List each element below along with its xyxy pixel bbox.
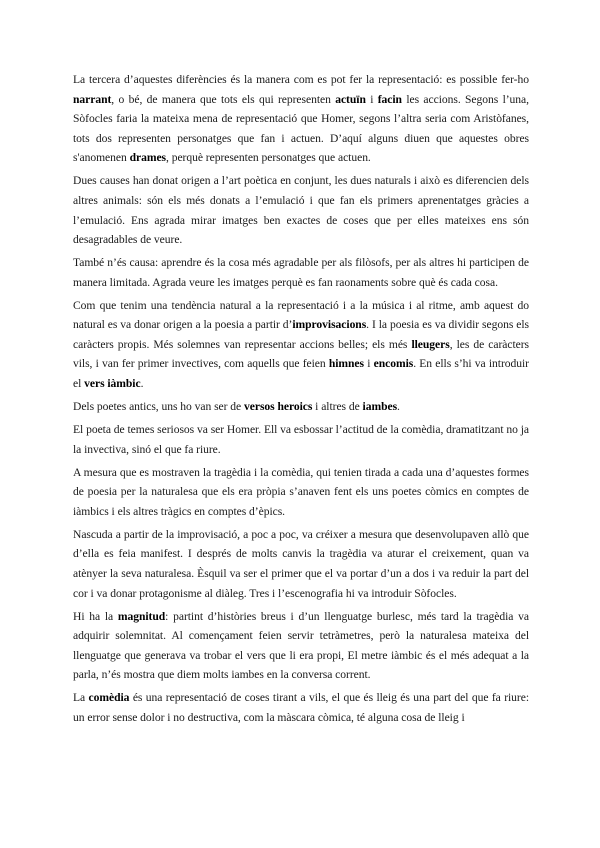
- text-run: .: [397, 400, 400, 414]
- text-run: . I la poesia es va dividir segons els caràcters propis. Més solemnes van representar accions belles; els més: [73, 318, 529, 351]
- bold-term: facin: [377, 92, 402, 106]
- text-run: Dels poetes antics, uns ho van ser de: [73, 400, 244, 414]
- bold-term: lleugers: [411, 337, 450, 351]
- text-run: Hi ha la: [73, 609, 118, 623]
- text-run: Dues causes han donat origen a l’art poètica en conjunt, les dues naturals i això es diferencien dels altres animals: són els més donats a l’emulació i que fan els primers aprenentatges gràcies a l’emulació. Ens agrada mirar imatges ben exactes de coses que per elles mateixes ens són desagradables de veure.: [73, 174, 529, 247]
- text-run: . En ells s’hi va introduir el: [73, 357, 529, 391]
- bold-term: improvisacions: [292, 318, 367, 332]
- text-run: A mesura que es mostraven la tragèdia i la comèdia, qui tenien tirada a cada una d’aquestes formes de poesia per la naturalesa que els era pròpia s’anaven fent els uns poetes còmics en comptes de iàmbics i els altres tràgics en comptes d’èpics.: [73, 465, 529, 518]
- paragraph-6: [73, 420, 529, 459]
- paragraph-1: [73, 70, 529, 168]
- text-run: és una representació de coses tirant a vils, el que és lleig és una part del que fa riure: un error sense dolor i no destructiva, com la màscara còmica, té alguna cosa de lleig i: [73, 691, 529, 724]
- text-run: : partint d’històries breus i d’un llenguatge burlesc, més tard la tragèdia va adquirir solemnitat. Al començament feien servir tetràmetres, però la naturalesa mateixa del llenguatge que generava va trobar el vers que li era propi, El metre iàmbic és el més adequat a la parla, n’és mostra que diem molts iambes en la conversa corrent.: [73, 609, 529, 682]
- text-run: i: [365, 92, 378, 106]
- bold-term: himnes: [328, 357, 364, 371]
- document-page: [73, 70, 529, 731]
- text-run: La tercera d’aquestes diferències és la manera com es pot fer la representació: es possible fer-ho: [73, 73, 529, 86]
- paragraph-7: [73, 463, 529, 522]
- bold-term: comèdia: [88, 691, 130, 705]
- paragraph-5: [73, 397, 529, 417]
- paragraph-4: [73, 296, 529, 394]
- bold-term: versos heroics: [244, 400, 313, 414]
- paragraph-2: [73, 171, 529, 249]
- text-run: les accions. Segons l’una, Sòfocles faria la mateixa mena de representació que Homer, segons l’altra seria com Aristòfanes, tots dos representen personatges que fan i actuen. D’aquí alguns diuen que aquestes obres s'anomenen: [73, 92, 529, 165]
- text-run: Nascuda a partir de la improvisació, a poc a poc, va créixer a mesura que desenvolupaven allò que d’ella es feia manifest. I després de molts canvis la tragèdia va aturar el creixement, quan va atènyer la seva naturalesa. Èsquil va ser el primer que el va portar d’un a dos i va reduir la part del cor i va donar protagonisme al diàleg. Tres i l’escenografia hi va introduir Sòfocles.: [73, 527, 529, 600]
- paragraph-8: [73, 525, 529, 603]
- paragraph-10: [73, 688, 529, 727]
- paragraph-3: [73, 253, 529, 292]
- bold-term: magnitud: [117, 609, 166, 623]
- text-run: El poeta de temes seriosos va ser Homer. Ell va esbossar l’actitud de la comèdia, dramatitzant no ja la invectiva, sinó el que fa riure.: [73, 423, 529, 456]
- text-run: .: [140, 377, 144, 391]
- text-run: , les de caràcters vils, i van fer primer invectives, com aquells que feien: [73, 337, 530, 371]
- bold-term: narrant: [73, 92, 112, 106]
- text-run: , o bé, de manera que tots els qui representen: [111, 92, 336, 106]
- text-run: La: [73, 691, 89, 705]
- text-run: i: [364, 357, 374, 371]
- bold-term: vers iàmbic: [84, 377, 141, 391]
- bold-term: encomis: [373, 357, 414, 371]
- bold-term: drames: [129, 151, 166, 165]
- bold-term: actuïn: [335, 92, 366, 106]
- bold-term: iambes: [362, 400, 398, 414]
- text-run: i altres de: [312, 400, 363, 414]
- text-run: , perquè representen personatges que actuen.: [166, 151, 371, 165]
- text-run: També n’és causa: aprendre és la cosa més agradable per als filòsofs, per als altres hi participen de manera limitada. Agrada veure les imatges perquè es fan raonaments sobre què és cada cosa.: [73, 256, 529, 289]
- text-run: Com que tenim una tendència natural a la representació i a la música i al ritme, amb aquest do natural es va donar origen a la poesia a partir d’: [73, 298, 529, 332]
- paragraph-9: [73, 607, 529, 685]
